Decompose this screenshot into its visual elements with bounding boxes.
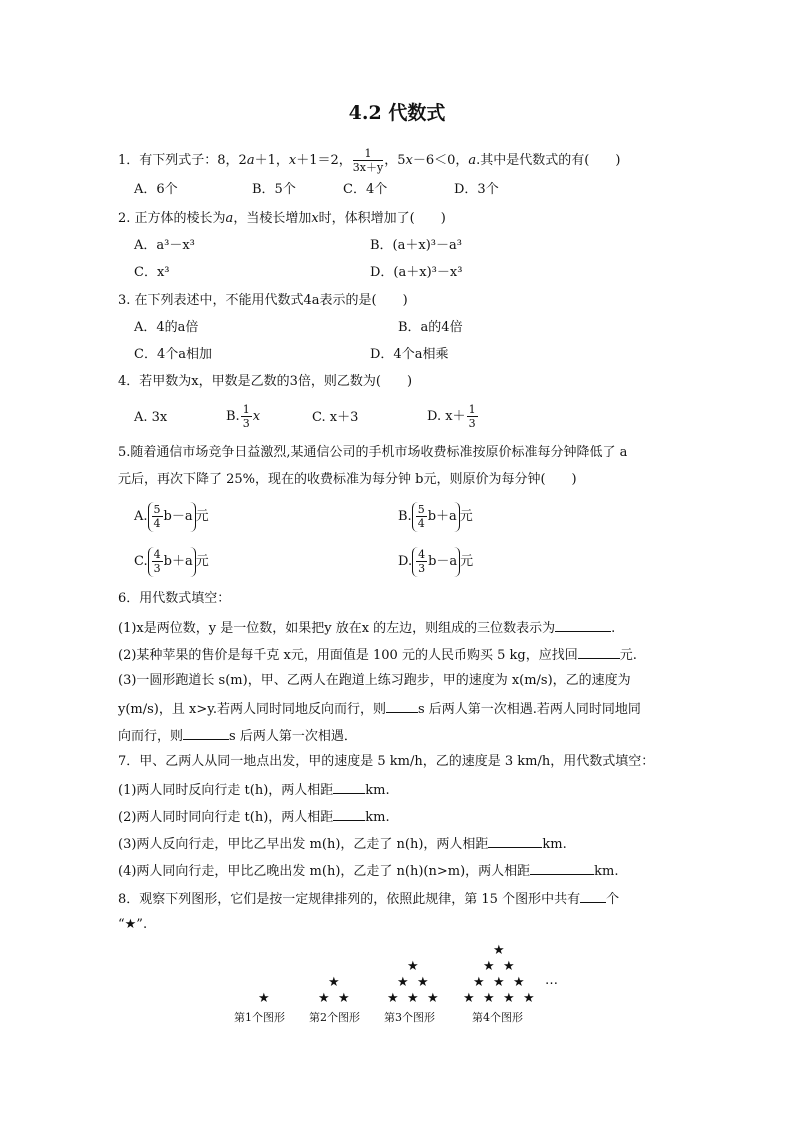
q4-option-d[interactable]: D. x＋ $\frac{1}{3}$: [427, 403, 476, 430]
star-icon: ★: [407, 959, 419, 974]
q4-stem: 4．若甲数为x，甲数是乙数的3倍，则乙数为( ): [118, 374, 413, 389]
q5-line2: 元后，再次下降了 25%，现在的收费标准为每分钟 b元，则原价为每分钟( ): [118, 472, 577, 487]
figure-caption-1: 第1个图形: [234, 1011, 285, 1024]
ellipsis: …: [545, 973, 558, 988]
answer-blank[interactable]: [386, 700, 418, 713]
q5-option-b[interactable]: B. $\frac{5}{4}$ b＋a 元: [398, 502, 473, 530]
q2-option-d[interactable]: D．(a＋x)³－x³: [370, 265, 463, 280]
star-icon: ★: [463, 991, 475, 1006]
answer-blank[interactable]: [530, 862, 594, 875]
star-icon: ★: [417, 975, 429, 990]
q6-part3-line2: y(m/s)，且 x>y.若两人同时同地反向而行，则 s 后两人第一次相遇.若两人同时同地同: [118, 702, 641, 717]
page-title: 4.2 代数式: [348, 102, 446, 124]
answer-blank[interactable]: [580, 890, 606, 903]
q7-stem: 7．甲、乙两人从同一地点出发，甲的速度是 5 km/h，乙的速度是 3 km/h，用代数式填空：: [118, 754, 655, 769]
q1-option-c[interactable]: C．4个: [343, 182, 388, 197]
q6-part2: (2)某种苹果的售价是每千克 x元，用面值是 100 元的人民币购买 5 kg，应找回 元.: [118, 648, 637, 663]
star-icon: ★: [513, 975, 525, 990]
q5-option-d[interactable]: D. $\frac{4}{3}$ b－a 元: [398, 547, 474, 575]
star-icon: ★: [318, 991, 330, 1006]
q7-part3: (3)两人反向行走，甲比乙早出发 m(h)，乙走了 n(h)，两人相距 km.: [118, 837, 567, 852]
figure-caption-2: 第2个图形: [309, 1011, 360, 1024]
q6-part3-line3: 向而行，则 s 后两人第一次相遇．: [118, 729, 357, 744]
q5-option-a[interactable]: A. $\frac{5}{4}$ b－a 元: [134, 502, 209, 530]
star-icon: ★: [493, 943, 505, 958]
star-icon: ★: [258, 991, 270, 1006]
answer-blank[interactable]: [555, 619, 611, 632]
q3-option-b[interactable]: B．a的4倍: [398, 320, 463, 335]
q7-part1: (1)两人同时反向行走 t(h)，两人相距 km.: [118, 783, 390, 798]
q5-option-c[interactable]: C. $\frac{4}{3}$ b＋a 元: [134, 547, 209, 575]
q2-option-b[interactable]: B．(a＋x)³－a³: [370, 238, 462, 253]
q1-option-b[interactable]: B．5个: [252, 182, 296, 197]
q8-line1: 8．观察下列图形，它们是按一定规律排列的，依照此规律，第 15 个图形中共有 个: [118, 892, 620, 907]
answer-blank[interactable]: [488, 835, 542, 848]
star-icon: ★: [483, 959, 495, 974]
star-icon: ★: [407, 991, 419, 1006]
q6-stem: 6．用代数式填空：: [118, 591, 231, 606]
q3-stem: 3. 在下列表述中，不能用代数式4a表示的是( ): [118, 293, 408, 308]
star-icon: ★: [328, 975, 340, 990]
q7-part4: (4)两人同向行走，甲比乙晚出发 m(h)，乙走了 n(h)(n>m)，两人相距 km.: [118, 864, 619, 879]
star-icon: ★: [523, 991, 535, 1006]
star-icon: ★: [387, 991, 399, 1006]
q1-fraction: $\frac{1}{3x+y}$: [352, 147, 384, 174]
q7-part2: (2)两人同时同向行走 t(h)，两人相距 km.: [118, 810, 390, 825]
star-icon: ★: [503, 991, 515, 1006]
figure-caption-4: 第4个图形: [472, 1011, 523, 1024]
q4-option-c[interactable]: C. x＋3: [312, 410, 359, 425]
q1-option-d[interactable]: D．3个: [454, 182, 499, 197]
q2-stem: 2. 正方体的棱长为a，当棱长增加x时，体积增加了( ): [118, 211, 446, 226]
q2-option-a[interactable]: A．a³－x³: [134, 238, 195, 253]
answer-blank[interactable]: [183, 727, 229, 740]
answer-blank[interactable]: [333, 808, 365, 821]
q6-part3-line1: (3)一圆形跑道长 s(m)，甲、乙两人在跑道上练习跑步，甲的速度为 x(m/s)，乙的速度为: [118, 673, 631, 688]
answer-blank[interactable]: [333, 781, 365, 794]
star-icon: ★: [483, 991, 495, 1006]
star-icon: ★: [338, 991, 350, 1006]
q3-option-c[interactable]: C．4个a相加: [134, 347, 212, 362]
q8-line2: “★”.: [118, 917, 148, 932]
q1-option-a[interactable]: A．6个: [134, 182, 178, 197]
star-icon: ★: [473, 975, 485, 990]
star-icon: ★: [427, 991, 439, 1006]
q6-part1: (1)x是两位数，y 是一位数，如果把y 放在x 的左边，则组成的三位数表示为 .: [118, 621, 616, 636]
q4-option-a[interactable]: A. 3x: [134, 410, 168, 425]
q5-line1: 5.随着通信市场竞争日益激烈,某通信公司的手机市场收费标准按原价标准每分钟降低了 a: [118, 445, 628, 460]
star-icon: ★: [397, 975, 409, 990]
q3-option-a[interactable]: A．4的a倍: [134, 320, 199, 335]
star-icon: ★: [503, 959, 515, 974]
q4-option-b[interactable]: B. $\frac{1}{3}$ x: [226, 403, 261, 430]
q1-stem: 1．有下列式子：8，2a＋1，x＋1＝2， $\frac{1}{3x+y}$ ，5x－6＜0，a.其中是代数式的有( ): [118, 147, 621, 174]
answer-blank[interactable]: [578, 646, 620, 659]
figure-caption-3: 第3个图形: [384, 1011, 435, 1024]
q3-option-d[interactable]: D．4个a相乘: [370, 347, 449, 362]
q2-option-c[interactable]: C．x³: [134, 265, 170, 280]
star-icon: ★: [493, 975, 505, 990]
